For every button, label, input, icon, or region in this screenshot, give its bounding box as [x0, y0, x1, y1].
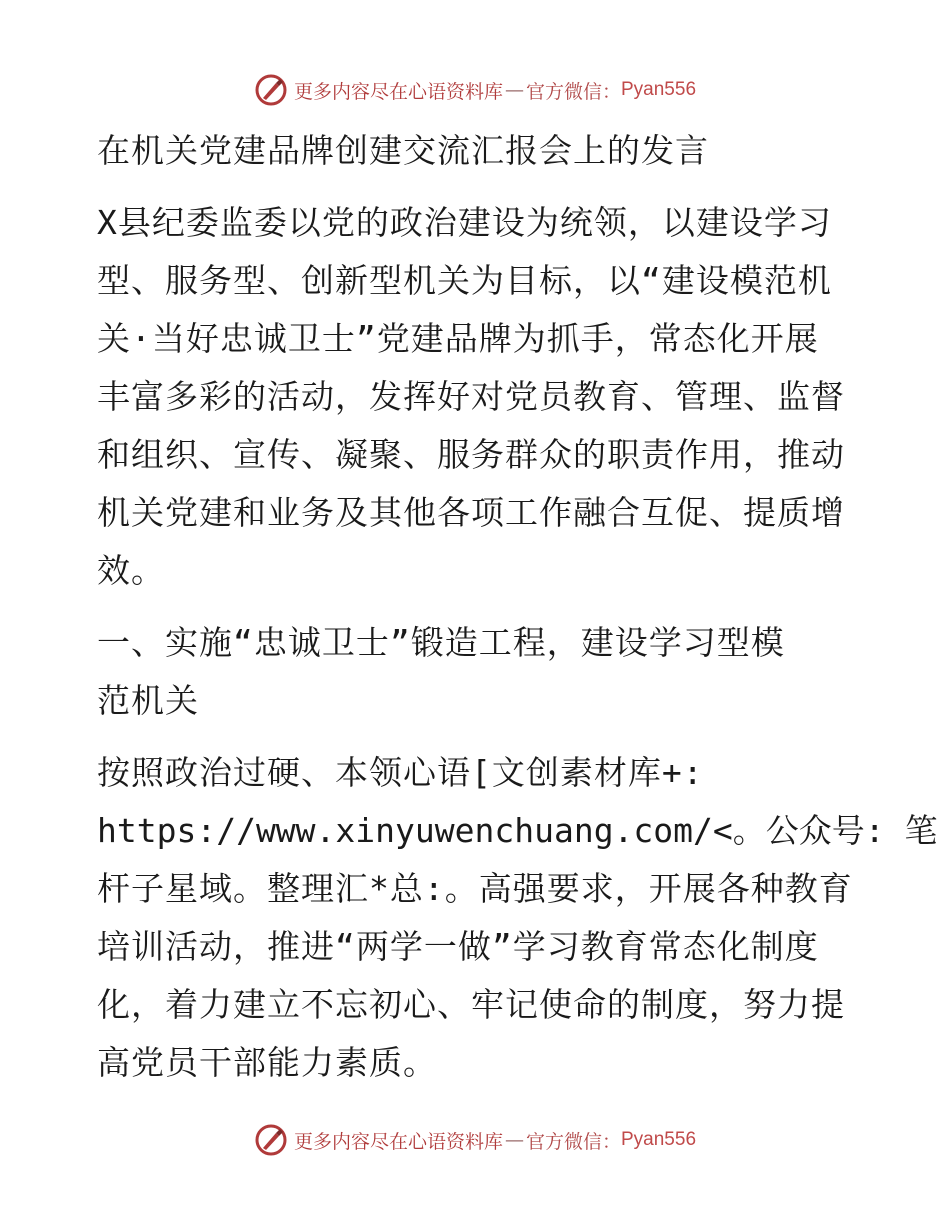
watermark-text: 更多内容尽在心语资料库	[293, 80, 503, 103]
document-body	[97, 122, 938, 1092]
paragraph-line: 培训活动，推进“两学一做”学习教育常态化制度	[97, 927, 819, 966]
paragraph-2	[97, 744, 938, 1092]
watermark-wechat-id: Pyan556	[621, 1129, 697, 1150]
paragraph-line: 效。	[97, 551, 165, 590]
watermark-wechat-id: Pyan556	[621, 79, 697, 100]
paragraph-line: 丰富多彩的活动，发挥好对党员教育、管理、监督	[97, 377, 845, 416]
paragraph-line: 和组织、宣传、凝聚、服务群众的职责作用，推动	[97, 435, 845, 474]
paragraph-1	[97, 194, 857, 600]
watermark-text: 更多内容尽在心语资料库	[293, 1130, 503, 1153]
watermark-header	[0, 70, 950, 110]
watermark-wechat-label: 官方微信：	[525, 1130, 621, 1153]
watermark-dash: —	[504, 1129, 524, 1151]
pen-logo-icon	[254, 73, 288, 107]
paragraph-line: X县纪委监委以党的政治建设为统领，以建设学习	[97, 203, 832, 242]
paragraph-line: 杆子星域。整理汇*总:。高强要求，开展各种教育	[97, 869, 853, 908]
paragraph-line-url: https://www.xinyuwenchuang.com/<。公众号: 笔	[97, 811, 938, 850]
watermark-footer	[0, 1120, 950, 1160]
section-heading-1	[97, 614, 857, 730]
pen-logo-icon	[254, 1123, 288, 1157]
heading-line: 一、实施“忠诚卫士”锻造工程，建设学习型模	[97, 623, 785, 662]
paragraph-line: 关·当好忠诚卫士”党建品牌为抓手，常态化开展	[97, 319, 819, 358]
paragraph-line: 高党员干部能力素质。	[97, 1043, 437, 1082]
paragraph-line: 按照政治过硬、本领心语[文创素材库+:	[97, 753, 704, 792]
watermark-wechat-label: 官方微信：	[525, 80, 621, 103]
document-title: 在机关党建品牌创建交流汇报会上的发言	[97, 131, 709, 170]
paragraph-line: 型、服务型、创新型机关为目标，以“建设模范机	[97, 261, 832, 300]
paragraph-line: 化，着力建立不忘初心、牢记使命的制度，努力提	[97, 985, 845, 1024]
watermark-dash: —	[504, 79, 524, 101]
paragraph-line: 机关党建和业务及其他各项工作融合互促、提质增	[97, 493, 845, 532]
heading-line: 范机关	[97, 681, 199, 720]
